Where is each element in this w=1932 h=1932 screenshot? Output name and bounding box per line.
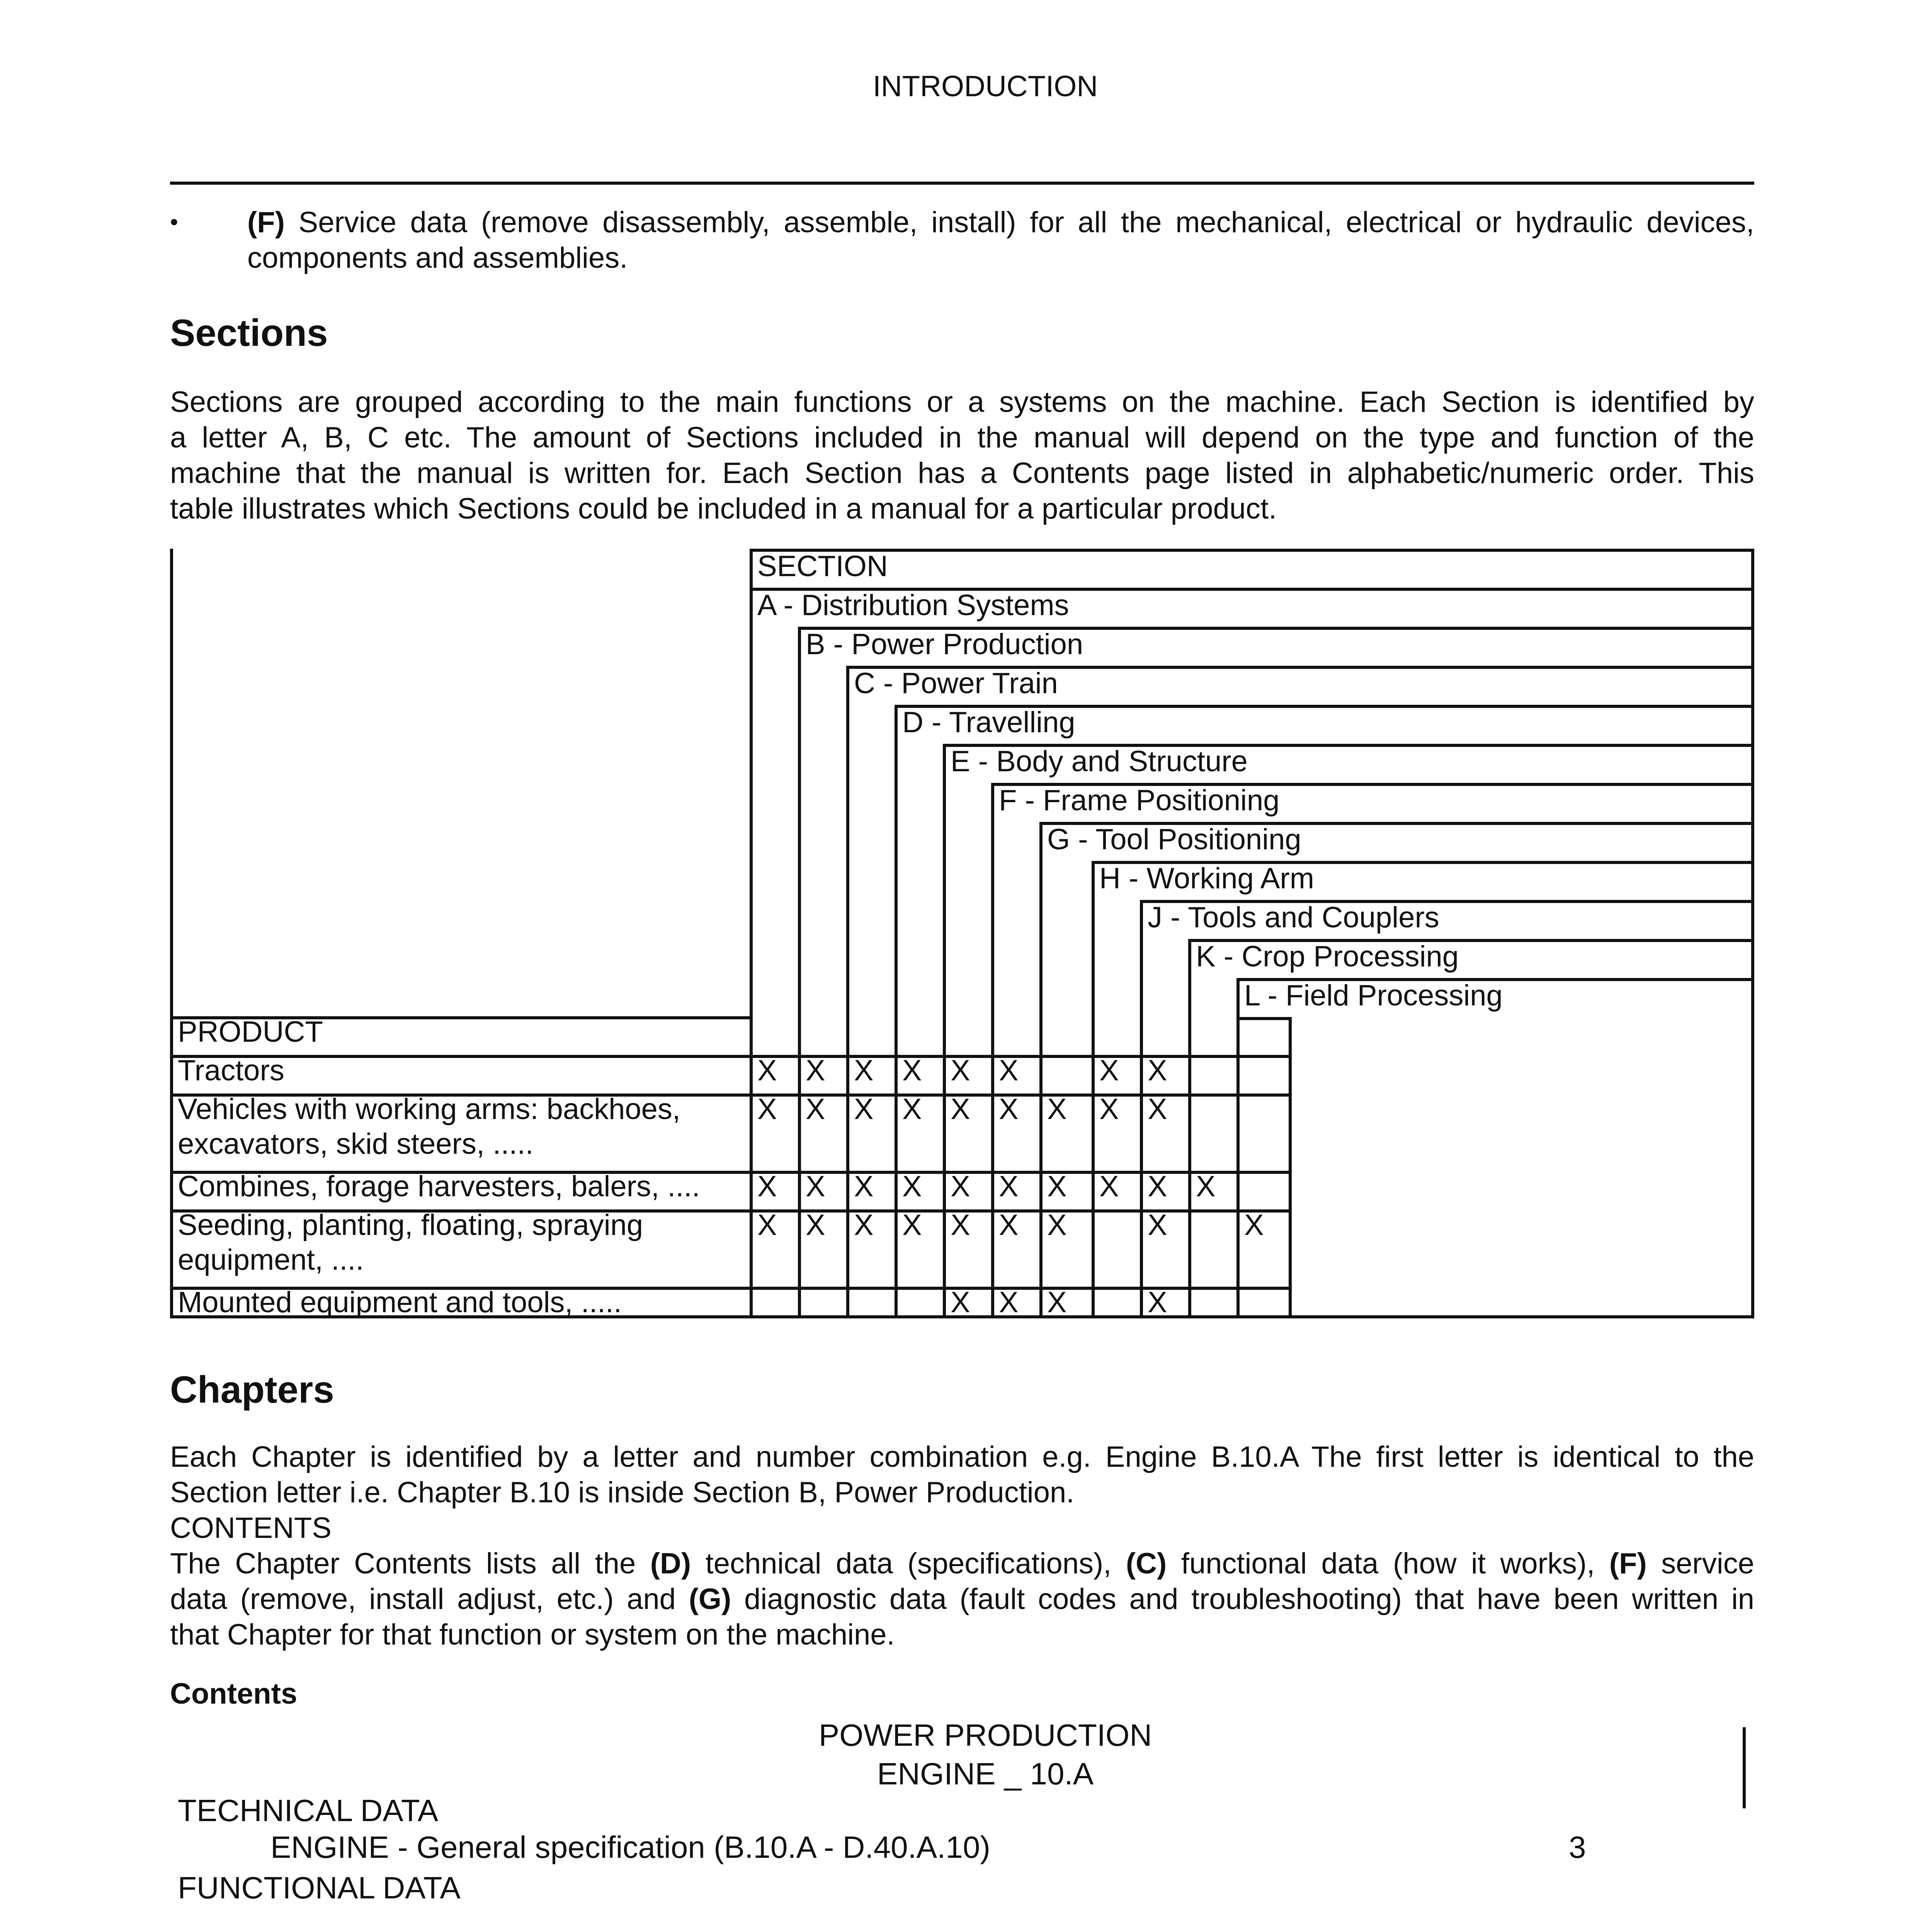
chapters-paragraph (170, 1439, 1754, 1653)
table-rule (991, 783, 994, 1055)
table-rule (750, 1055, 753, 1318)
sections-paragraph (170, 384, 1754, 527)
section-mark: X (902, 1209, 922, 1242)
bullet-item (247, 205, 1754, 276)
bullet-line2: components and assemblies. (247, 242, 628, 274)
table-rule (943, 744, 946, 1055)
section-column-label: A - Distribution Systems (757, 589, 1069, 622)
section-mark: X (757, 1054, 777, 1087)
section-header: SECTION (757, 550, 888, 583)
bold-run: (G) (689, 1583, 731, 1616)
table-rule (1092, 1055, 1095, 1318)
chapters-heading: Chapters (170, 1368, 334, 1411)
section-mark: X (1099, 1093, 1119, 1126)
section-mark: X (1047, 1286, 1067, 1319)
sections-heading: Sections (170, 311, 328, 354)
table-rule (1236, 978, 1240, 1055)
product-label: Mounted equipment and tools, ..... (178, 1286, 622, 1319)
sections-line: table illustrates which Sections could be included in a manual for a particular product. (170, 492, 1277, 525)
contents-title-2: ENGINE _ 10.A (877, 1757, 1094, 1791)
section-mark: X (999, 1054, 1019, 1087)
chapters-line5 (170, 1582, 1754, 1617)
section-mark: X (854, 1170, 874, 1203)
table-rule (170, 549, 173, 1318)
section-mark: X (1099, 1054, 1119, 1087)
table-rule (1188, 1055, 1191, 1318)
text-run: data (remove, install adjust, etc.) and (170, 1583, 689, 1616)
section-mark: X (1047, 1209, 1067, 1242)
section-mark: X (902, 1093, 922, 1126)
product-header: PRODUCT (178, 1015, 323, 1048)
section-mark: X (854, 1209, 874, 1242)
bullet-dot: • (170, 209, 179, 235)
chapters-line4 (170, 1546, 1754, 1582)
chapters-line3: CONTENTS (170, 1512, 332, 1544)
table-rule (991, 1055, 994, 1318)
table-rule (798, 1055, 801, 1318)
table-rule (1751, 549, 1754, 1318)
toc-entry[interactable]: ENGINE - General specification (B.10.A - D.40.A.10) (270, 1830, 991, 1864)
section-mark: X (999, 1286, 1019, 1319)
table-rule (846, 1055, 849, 1318)
table-rule (943, 1055, 946, 1318)
section-mark: X (999, 1170, 1019, 1203)
section-mark: X (1196, 1170, 1216, 1203)
bold-run: (C) (1126, 1547, 1167, 1580)
table-rule (895, 1055, 898, 1318)
section-mark: X (1148, 1170, 1167, 1203)
section-mark: X (902, 1170, 922, 1203)
section-mark: X (806, 1054, 825, 1087)
section-mark: X (1244, 1209, 1264, 1242)
product-label: Combines, forage harvesters, balers, .... (178, 1170, 700, 1203)
table-rule (1039, 822, 1043, 1055)
table-rule (750, 549, 753, 1055)
text-run: diagnostic data (fault codes and troubleshooting) that have been written in (731, 1583, 1754, 1616)
sections-line: a letter A, B, C etc. The amount of Sections included in the manual will depend on the type and function of the (170, 421, 1754, 454)
section-mark: X (1099, 1170, 1119, 1203)
table-rule (1140, 1055, 1143, 1318)
table-rule (1039, 1055, 1043, 1318)
chapters-line6: that Chapter for that function or system on the machine. (170, 1618, 895, 1651)
section-mark: X (1047, 1170, 1067, 1203)
section-column-label: J - Tools and Couplers (1148, 901, 1439, 934)
section-table (170, 549, 1754, 1321)
table-rule (1140, 900, 1143, 1055)
table-rule (750, 549, 1754, 552)
toc-category: TECHNICAL DATA (178, 1793, 439, 1828)
section-mark: X (806, 1170, 825, 1203)
section-mark: X (902, 1054, 922, 1087)
text-run: technical data (specifications), (691, 1547, 1126, 1580)
change-bar (1743, 1727, 1746, 1808)
section-mark: X (951, 1054, 970, 1087)
section-mark: X (1148, 1054, 1167, 1087)
contents-label: Contents (170, 1677, 298, 1710)
section-column-label: L - Field Processing (1244, 979, 1503, 1012)
bold-run: (F) (1609, 1547, 1647, 1580)
text-run: The Chapter Contents lists all the (170, 1547, 650, 1580)
section-mark: X (951, 1093, 970, 1126)
section-mark: X (951, 1209, 970, 1242)
section-mark: X (806, 1093, 825, 1126)
table-rule (895, 705, 898, 1055)
table-rule (1289, 1055, 1292, 1318)
product-label: Tractors (178, 1054, 284, 1087)
section-mark: X (1047, 1093, 1067, 1126)
header-rule (170, 182, 1754, 185)
sections-line: Sections are grouped according to the main functions or a systems on the machine. Each Section is identified by (170, 386, 1754, 418)
bold-run: (D) (650, 1547, 691, 1580)
section-mark: X (854, 1093, 874, 1126)
text-run: service (1646, 1547, 1755, 1580)
product-label: Vehicles with working arms: backhoes, (178, 1093, 681, 1126)
section-mark: X (757, 1170, 777, 1203)
bullet-lead: (F) (247, 206, 285, 239)
section-column-label: D - Travelling (902, 706, 1075, 739)
section-column-label: H - Working Arm (1099, 862, 1315, 895)
page-header: INTRODUCTION (872, 70, 1098, 103)
section-mark: X (806, 1209, 825, 1242)
bullet-line1: Service data (remove disassembly, assemble, install) for all the mechanical, electrical or hydraulic devices, (285, 206, 1754, 239)
section-mark: X (1148, 1209, 1167, 1242)
product-label: Seeding, planting, floating, spraying (178, 1209, 643, 1242)
section-column-label: E - Body and Structure (951, 745, 1248, 778)
chapters-line2: Section letter i.e. Chapter B.10 is inside Section B, Power Production. (170, 1476, 1075, 1509)
table-rule (1188, 939, 1191, 1055)
section-mark: X (1148, 1286, 1167, 1319)
product-label: equipment, .... (178, 1243, 364, 1276)
section-column-label: G - Tool Positioning (1047, 823, 1301, 856)
section-mark: X (854, 1054, 874, 1087)
section-mark: X (999, 1093, 1019, 1126)
section-mark: X (757, 1093, 777, 1126)
contents-title-1: POWER PRODUCTION (818, 1718, 1152, 1752)
section-column-label: K - Crop Processing (1196, 940, 1459, 973)
section-column-label: C - Power Train (854, 667, 1058, 700)
section-mark: X (757, 1209, 777, 1242)
toc-page-number[interactable]: 3 (1569, 1830, 1586, 1864)
section-mark: X (1148, 1093, 1167, 1126)
table-rule (170, 1055, 1289, 1058)
section-mark: X (999, 1209, 1019, 1242)
text-run: functional data (how it works), (1167, 1547, 1609, 1580)
table-rule (1236, 1017, 1289, 1020)
table-rule (798, 627, 801, 1055)
section-mark: X (951, 1286, 970, 1319)
product-label: excavators, skid steers, ..... (178, 1128, 534, 1160)
toc-category: FUNCTIONAL DATA (178, 1871, 461, 1905)
sections-line: machine that the manual is written for. Each Section has a Contents page listed in alphabetic/numeric order. This (170, 457, 1754, 490)
table-rule (846, 666, 849, 1055)
section-column-label: B - Power Production (806, 628, 1083, 661)
table-rule (1236, 1055, 1240, 1318)
section-mark: X (951, 1170, 970, 1203)
section-column-label: F - Frame Positioning (999, 784, 1280, 817)
table-rule (1092, 861, 1095, 1055)
chapters-line1: Each Chapter is identified by a letter and number combination e.g. Engine B.10.A The first letter is identical to the (170, 1440, 1754, 1473)
